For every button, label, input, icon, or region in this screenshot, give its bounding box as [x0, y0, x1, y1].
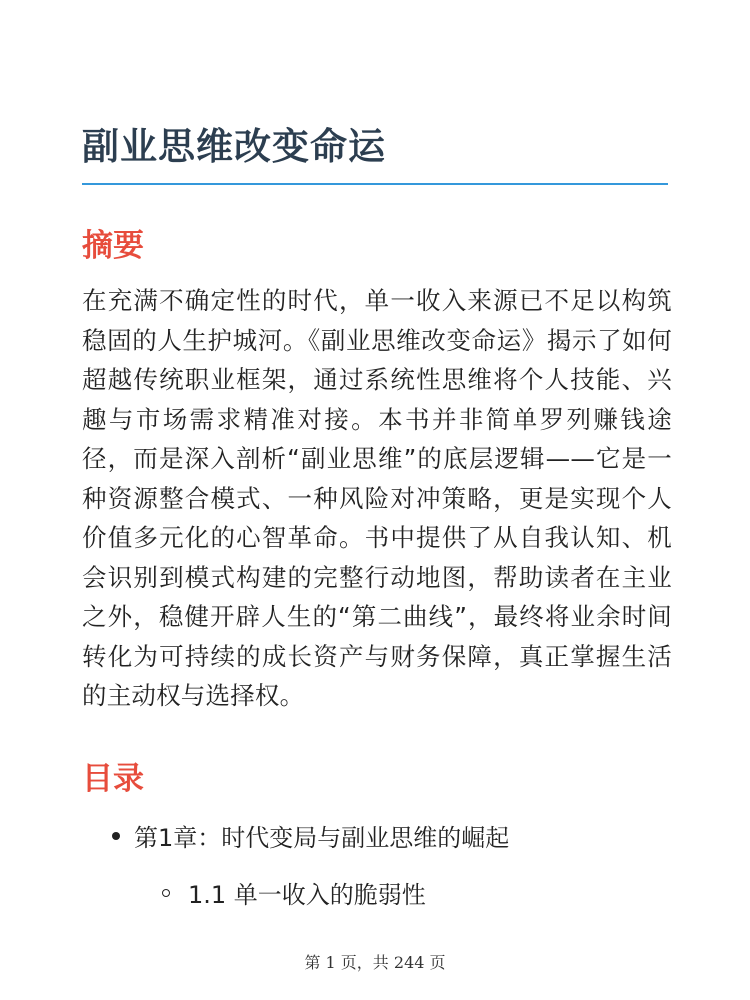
toc-item-label: 1.1 单一收入的脆弱性 [188, 881, 426, 909]
toc-item-chapter-1[interactable] [112, 818, 509, 853]
abstract-heading: 摘要 [82, 228, 144, 264]
page-number: 第 1 页，共 244 页 [304, 953, 446, 972]
document-title: 副业思维改变命运 [82, 125, 386, 168]
title-divider [82, 183, 668, 185]
bullet-disc-icon [112, 832, 120, 840]
toc-item-section-1-1[interactable] [162, 875, 426, 910]
bullet-circle-icon [162, 889, 170, 897]
toc-heading: 目录 [82, 761, 144, 797]
abstract-body: 在充满不确定性的时代，单一收入来源已不足以构筑稳固的人生护城河。《副业思维改变命运》揭示了如何超越传统职业框架，通过系统性思维将个人技能、兴趣与市场需求精准对接。本书并非简单罗列赚钱途径，而是深入剖析“副业思维”的底层逻辑——它是一种资源整合模式、一种风险对冲策略，更是实现个人价值多元化的心智革命。书中提供了从自我认知、机会识别到模式构建的完整行动地图，帮助读者在主业之外，稳健开辟人生的“第二曲线”，最终将业余时间转化为可持续的成长资产与财务保障，真正掌握生活的主动权与选择权。 [82, 286, 672, 710]
toc-item-label: 第1章：时代变局与副业思维的崛起 [134, 824, 510, 852]
